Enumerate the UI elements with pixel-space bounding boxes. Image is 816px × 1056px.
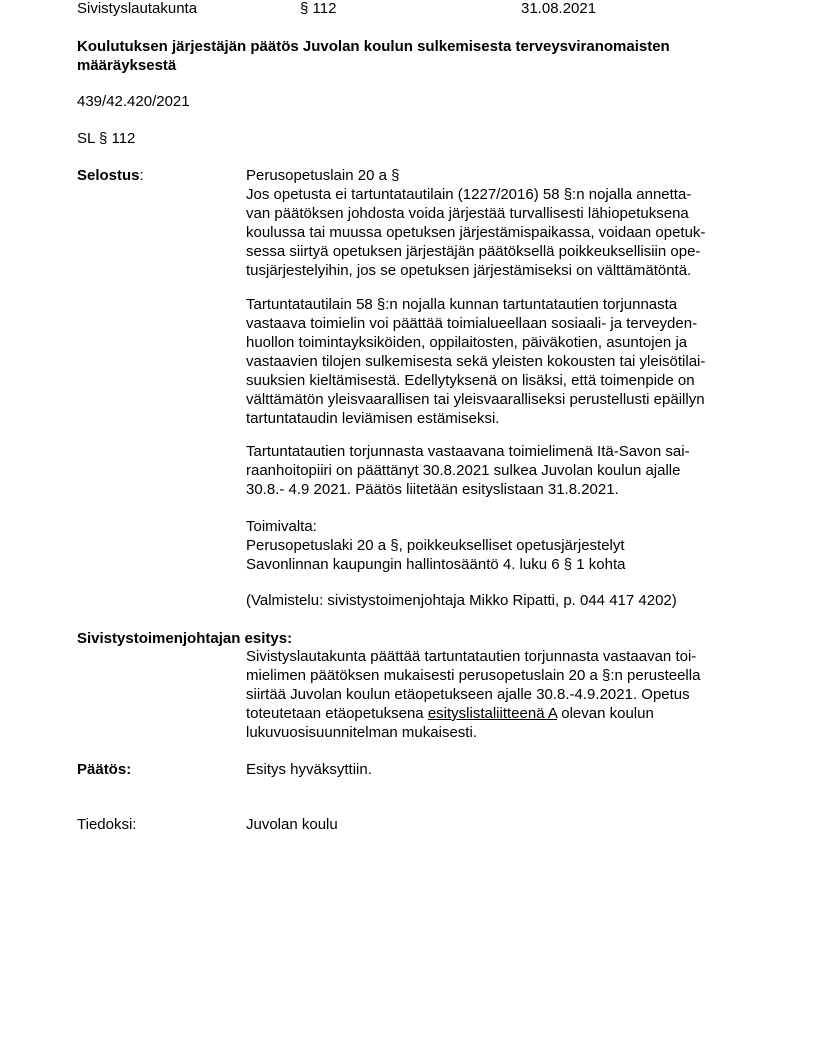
header-date: 31.08.2021: [521, 0, 597, 17]
text-line: välttämätön yleisvaarallisen tai yleisvaaralliseksi perustellusti epäillyn: [246, 391, 705, 408]
text-line: suuksien kieltämisestä. Edellytyksenä on lisäksi, että toimenpide on: [246, 372, 695, 389]
text-line: van päätöksen johdosta voida järjestää turvallisesti lähiopetuksena: [246, 205, 689, 222]
paatos-text: Esitys hyväksyttiin.: [246, 761, 372, 778]
text-line: Tartuntatautien torjunnasta vastaavana toimielimenä Itä-Savon sai-: [246, 443, 690, 460]
text-line: Savonlinnan kaupungin hallintosääntö 4. luku 6 § 1 kohta: [246, 556, 626, 573]
text-line: 30.8.- 4.9 2021. Päätös liitetään esityslistaan 31.8.2021.: [246, 481, 619, 498]
selostus-label-colon: :: [139, 167, 144, 184]
text-line: Perusopetuslain 20 a §: [246, 167, 400, 184]
esitys-label: Sivistystoimenjohtajan esitys:: [77, 630, 293, 647]
selostus-paragraph-5: [246, 591, 677, 610]
text-line: tartuntataudin leviämisen estämiseksi.: [246, 410, 500, 427]
text-line: vastaavien tilojen sulkemisesta sekä yleisten kokousten tai yleisötilai-: [246, 353, 706, 370]
text-line: Perusopetuslaki 20 a §, poikkeukselliset opetusjärjestelyt: [246, 537, 625, 554]
text-line: tusjärjestelyihin, jos se opetuksen järjestämiseksi on välttämätöntä.: [246, 262, 692, 279]
attachment-link[interactable]: esityslistaliitteenä A: [427, 705, 558, 722]
selostus-label: [77, 166, 144, 185]
text-line: huollon toimintayksiköiden, oppilaitosten, päiväkotien, asuntojen ja: [246, 334, 688, 351]
text-line: siirtää Juvolan koulun etäopetukseen ajalle 30.8.-4.9.2021. Opetus: [246, 686, 690, 703]
selostus-paragraph-4: [246, 517, 625, 574]
sl-reference: SL § 112: [77, 130, 136, 147]
text-line: [246, 704, 700, 723]
text-line: mielimen päätöksen mukaisesti perusopetuslain 20 a §:n perusteella: [246, 667, 701, 684]
text-line: Toimivalta:: [246, 518, 317, 535]
text-line: vastaava toimielin voi päättää toimialueellaan sosiaali- ja terveyden-: [246, 315, 698, 332]
selostus-paragraph-1: [246, 166, 705, 280]
tiedoksi-label: Tiedoksi:: [77, 816, 137, 833]
paatos-label: Päätös:: [77, 761, 132, 778]
selostus-paragraph-3: [246, 442, 690, 499]
text-line: raanhoitopiiri on päättänyt 30.8.2021 sulkea Juvolan koulun ajalle: [246, 462, 681, 479]
tiedoksi-text: Juvolan koulu: [246, 816, 338, 833]
header-section: § 112: [300, 0, 337, 17]
selostus-label-text: Selostus: [77, 167, 140, 184]
text-line: Sivistyslautakunta päättää tartuntatautien torjunnasta vastaavan toi-: [246, 648, 697, 665]
preparer-note: (Valmistelu: sivistystoimenjohtaja Mikko Ripatti, p. 044 417 4202): [246, 592, 677, 609]
case-reference: 439/42.420/2021: [77, 93, 190, 110]
text-line: lukuvuosisuunnitelman mukaisesti.: [246, 724, 477, 741]
selostus-paragraph-2: [246, 295, 705, 428]
text-line: Tartuntatautilain 58 §:n nojalla kunnan tartuntatautien torjunnasta: [246, 296, 678, 313]
document-title: [77, 37, 670, 75]
title-line: määräyksestä: [77, 57, 177, 74]
text-line: koulussa tai muussa opetuksen järjestämispaikassa, voidaan opetuk-: [246, 224, 706, 241]
esitys-text: [246, 647, 700, 742]
title-line: Koulutuksen järjestäjän päätös Juvolan koulun sulkemisesta terveysviranomaisten: [77, 38, 670, 55]
text-line: Jos opetusta ei tartuntatautilain (1227/2016) 58 §:n nojalla annetta-: [246, 186, 692, 203]
header-committee: Sivistyslautakunta: [77, 0, 198, 17]
text-fragment: olevan koulun: [557, 705, 654, 722]
text-fragment: toteutetaan etäopetuksena: [246, 705, 428, 722]
text-line: sessa siirtyä opetuksen järjestäjän päätöksellä poikkeuksellisiin ope-: [246, 243, 701, 260]
